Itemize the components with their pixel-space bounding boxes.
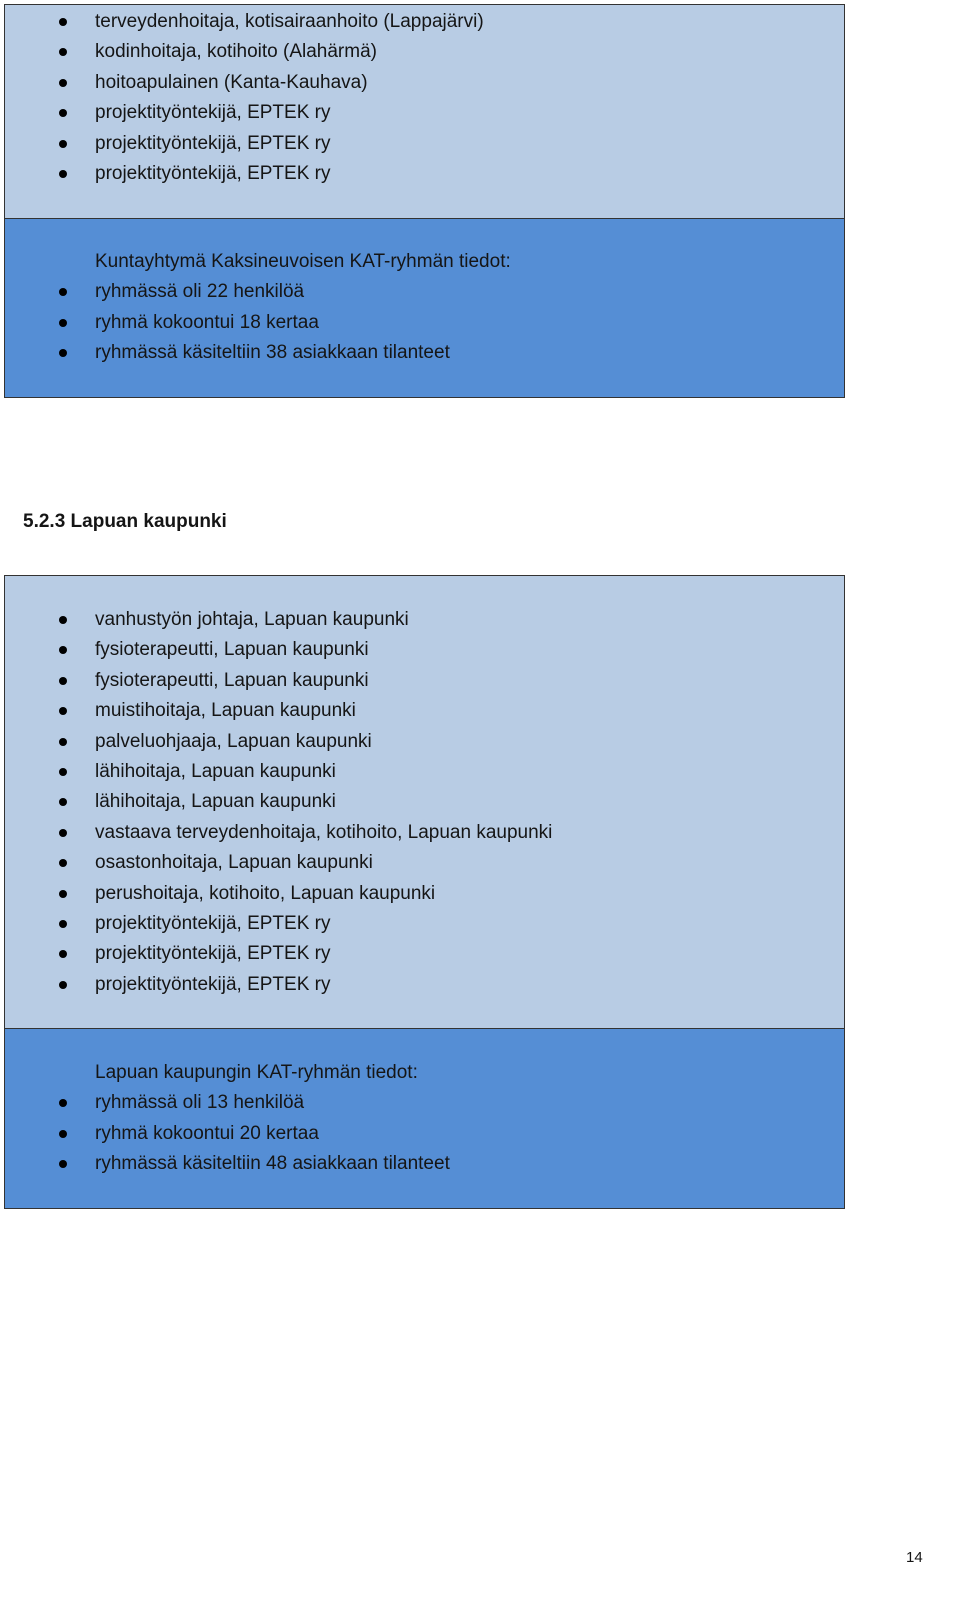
bullet-icon <box>59 798 67 806</box>
list-item-text: projektityöntekijä, EPTEK ry <box>95 132 331 154</box>
bullet-icon <box>59 950 67 958</box>
summary-title: Lapuan kaupungin KAT-ryhmän tiedot: <box>95 1062 418 1083</box>
list-item-text: ryhmässä käsiteltiin 48 asiakkaan tilanteet <box>95 1153 450 1175</box>
list-item-text: ryhmä kokoontui 18 kertaa <box>95 311 319 333</box>
list-item <box>5 68 844 98</box>
bullet-icon <box>59 616 67 624</box>
list-item-text: vastaava terveydenhoitaja, kotihoito, Lapuan kaupunki <box>95 821 553 843</box>
list-item-text: projektityöntekijä, EPTEK ry <box>95 102 331 124</box>
members-list <box>5 7 844 189</box>
list-item-text: ryhmässä oli 22 henkilöä <box>95 281 305 303</box>
list-item <box>5 1119 844 1149</box>
list-item <box>5 7 844 37</box>
bullet-icon <box>59 18 67 26</box>
bullet-icon <box>59 170 67 178</box>
list-item <box>5 98 844 128</box>
list-item <box>5 129 844 159</box>
bullet-icon <box>59 1160 67 1168</box>
list-item <box>5 848 844 878</box>
list-item <box>5 818 844 848</box>
list-item-text: ryhmässä oli 13 henkilöä <box>95 1092 305 1114</box>
list-item-text: palveluohjaaja, Lapuan kaupunki <box>95 730 372 752</box>
list-item-text: projektityöntekijä, EPTEK ry <box>95 943 331 965</box>
summary-box-lapua <box>4 1028 845 1209</box>
list-item-text: lähihoitaja, Lapuan kaupunki <box>95 791 336 813</box>
list-item <box>5 787 844 817</box>
bullet-icon <box>59 920 67 928</box>
list-item-text: kodinhoitaja, kotihoito (Alahärmä) <box>95 41 377 63</box>
list-item <box>5 37 844 67</box>
bullet-icon <box>59 140 67 148</box>
list-item-text: projektityöntekijä, EPTEK ry <box>95 912 331 934</box>
list-item <box>5 338 844 368</box>
bullet-icon <box>59 707 67 715</box>
bullet-icon <box>59 1130 67 1138</box>
bullet-icon <box>59 1099 67 1107</box>
bullet-icon <box>59 890 67 898</box>
list-item <box>5 696 844 726</box>
list-item-text: lähihoitaja, Lapuan kaupunki <box>95 760 336 782</box>
bullet-icon <box>59 48 67 56</box>
list-item <box>5 159 844 189</box>
bullet-icon <box>59 288 67 296</box>
list-item-text: terveydenhoitaja, kotisairaanhoito (Lappajärvi) <box>95 11 484 32</box>
list-item <box>5 909 844 939</box>
list-item <box>5 635 844 665</box>
list-item-text: perushoitaja, kotihoito, Lapuan kaupunki <box>95 882 436 904</box>
bullet-icon <box>59 677 67 685</box>
section-heading: 5.2.3 Lapuan kaupunki <box>23 511 227 532</box>
bullet-icon <box>59 829 67 837</box>
list-item <box>5 879 844 909</box>
summary-title: Kuntayhtymä Kaksineuvoisen KAT-ryhmän tiedot: <box>95 251 511 272</box>
bullet-icon <box>59 79 67 87</box>
list-item <box>5 308 844 338</box>
list-item-text: muistihoitaja, Lapuan kaupunki <box>95 700 356 722</box>
bullet-icon <box>59 349 67 357</box>
list-item <box>5 727 844 757</box>
summary-list <box>5 1088 844 1179</box>
list-item <box>5 605 844 635</box>
bullet-icon <box>59 319 67 327</box>
bullet-icon <box>59 109 67 117</box>
list-item <box>5 1149 844 1179</box>
members-box-lapua <box>4 575 845 1029</box>
list-item <box>5 757 844 787</box>
bullet-icon <box>59 768 67 776</box>
list-item <box>5 939 844 969</box>
list-item-text: ryhmä kokoontui 20 kertaa <box>95 1122 319 1144</box>
list-item-text: projektityöntekijä, EPTEK ry <box>95 973 331 995</box>
page-number: 14 <box>906 1549 923 1566</box>
bullet-icon <box>59 981 67 989</box>
members-list <box>5 605 844 1000</box>
list-item-text: osastonhoitaja, Lapuan kaupunki <box>95 852 373 874</box>
list-item-text: ryhmässä käsiteltiin 38 asiakkaan tilanteet <box>95 342 450 364</box>
bullet-icon <box>59 646 67 654</box>
list-item-text: vanhustyön johtaja, Lapuan kaupunki <box>95 609 409 630</box>
summary-box-kaksineuvoinen <box>4 218 845 398</box>
list-item <box>5 277 844 307</box>
members-box-kaksineuvoinen <box>4 4 845 219</box>
list-item <box>5 666 844 696</box>
list-item-text: fysioterapeutti, Lapuan kaupunki <box>95 639 369 661</box>
summary-list <box>5 277 844 368</box>
bullet-icon <box>59 859 67 867</box>
list-item <box>5 1088 844 1118</box>
bullet-icon <box>59 738 67 746</box>
list-item-text: fysioterapeutti, Lapuan kaupunki <box>95 669 369 691</box>
list-item-text: hoitoapulainen (Kanta-Kauhava) <box>95 71 368 93</box>
list-item-text: projektityöntekijä, EPTEK ry <box>95 162 331 184</box>
list-item <box>5 970 844 1000</box>
